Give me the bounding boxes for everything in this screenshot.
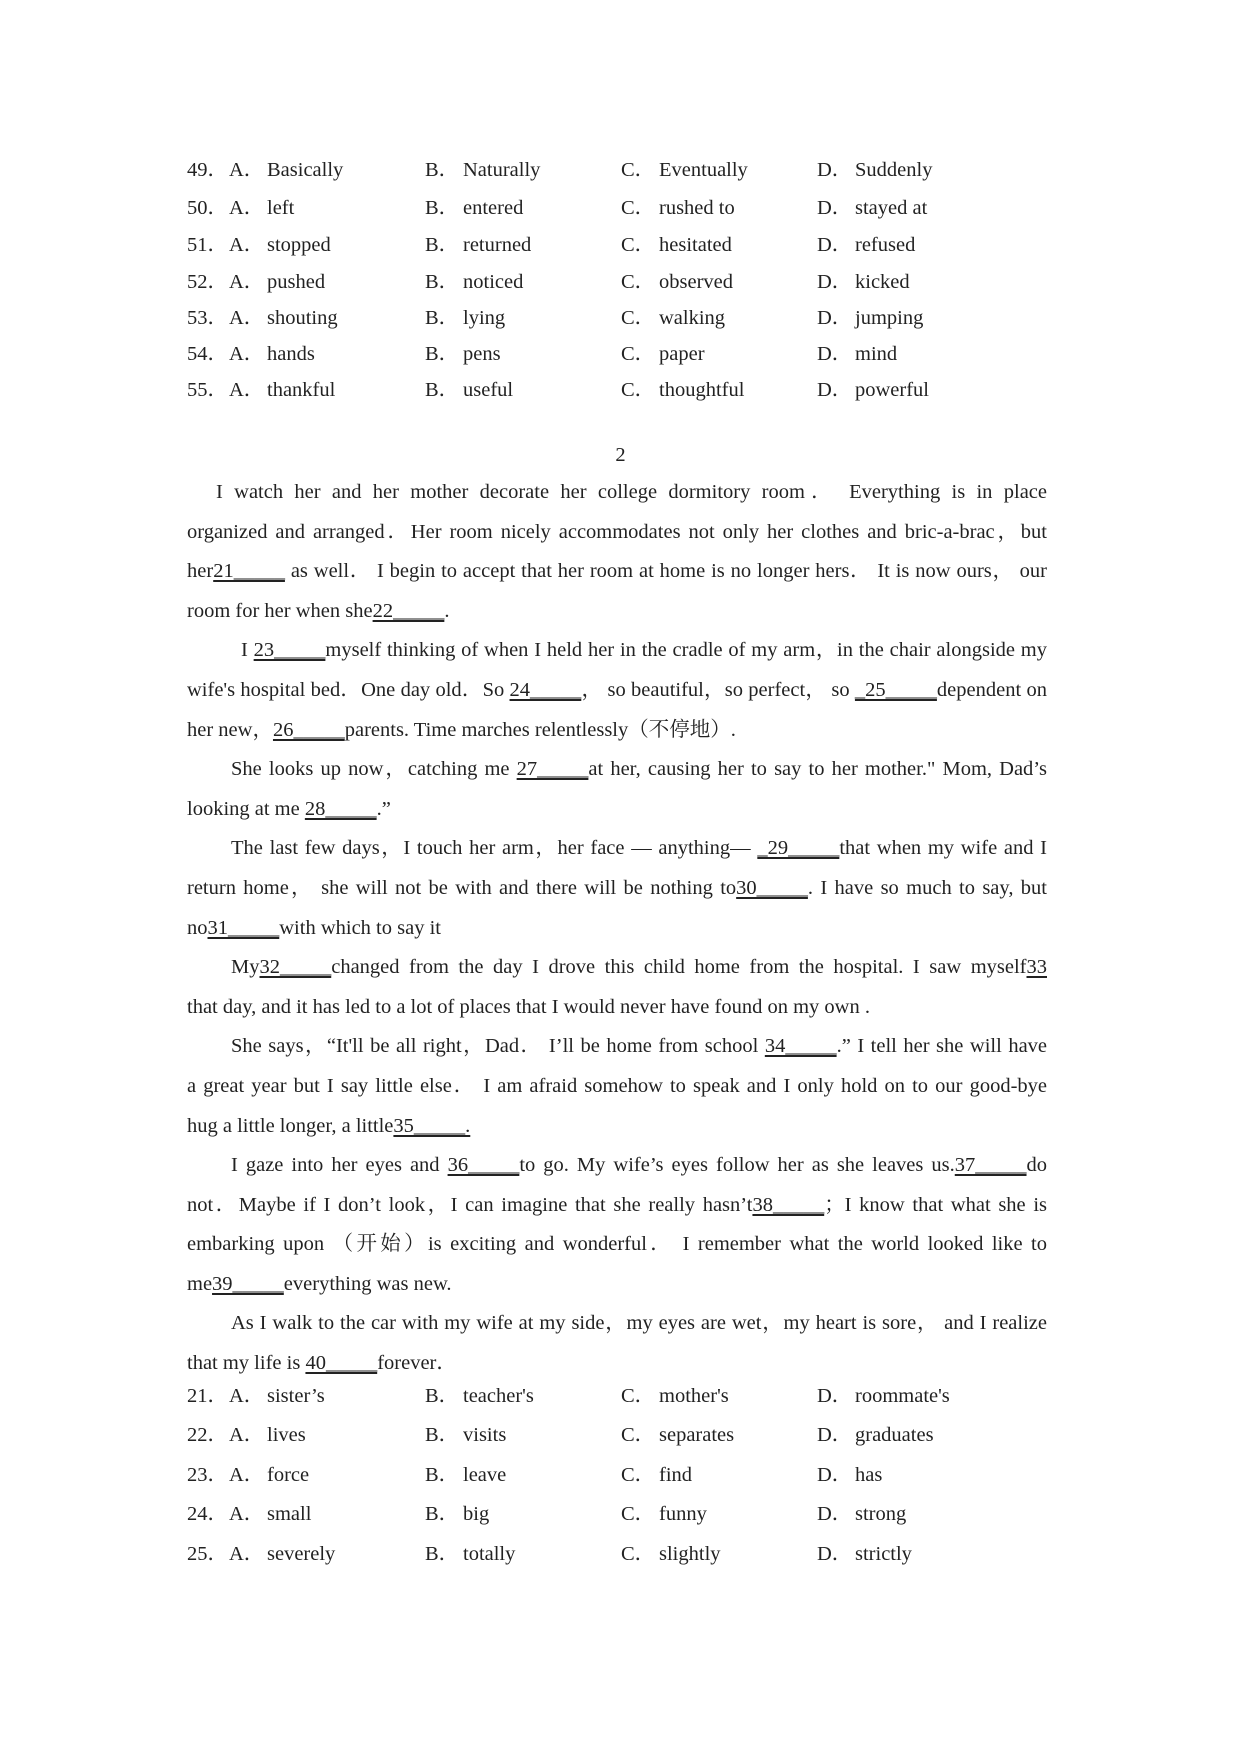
passage-line: I watch her and her mother decorate her college dormitory room． Everything is in place	[216, 481, 1047, 503]
passage-line: embarking upon （开始）is exciting and wonderful． I remember what the world looked like to	[187, 1233, 1047, 1256]
option-b: B． teacher's	[425, 1385, 534, 1407]
question-number: 53．	[187, 307, 228, 329]
blank-25: _25_____	[854, 678, 937, 701]
option-b: B． totally	[425, 1543, 516, 1565]
passage-line: her21_____ as well． I begin to accept that her room at home is no longer hers． It is now ours， our	[187, 560, 1047, 583]
passage-line: no31_____with which to say it	[187, 916, 441, 939]
option-c: C． rushed to	[621, 197, 735, 219]
question-number: 52．	[187, 271, 228, 293]
option-a: A． stopped	[229, 234, 331, 256]
option-c: C． mother's	[621, 1385, 729, 1407]
question-number: 25．	[187, 1543, 228, 1565]
blank-37: 37_____	[954, 1154, 1027, 1177]
passage-line: The last few days，I touch her arm，her face — anything— _29_____that when my wife and I	[231, 837, 1047, 860]
passage-line: me39_____everything was new.	[187, 1272, 452, 1295]
option-b: B． lying	[425, 307, 506, 329]
passage-line: that my life is 40_____forever．	[187, 1352, 457, 1375]
passage-line: her new，26_____parents. Time marches relentlessly（不停地）.	[187, 718, 736, 741]
blank-30: 30_____	[736, 876, 808, 899]
question-number: 21．	[187, 1385, 228, 1407]
option-a: A． thankful	[229, 379, 336, 401]
option-d: D． strictly	[817, 1543, 912, 1565]
option-c: C． paper	[621, 343, 705, 365]
passage-line: My32_____changed from the day I drove this child home from the hospital. I saw myself33	[231, 956, 1047, 979]
blank-24: 24_____	[509, 678, 582, 701]
option-d: D． refused	[817, 234, 916, 256]
option-d: D． Suddenly	[817, 159, 933, 181]
option-c: C． find	[621, 1464, 693, 1486]
option-d: D． has	[817, 1464, 883, 1486]
blank-22: 22_____	[372, 599, 445, 622]
question-number: 24．	[187, 1503, 228, 1525]
option-c: C． hesitated	[621, 234, 732, 256]
question-number: 55．	[187, 379, 228, 401]
passage-line: wife's hospital bed．One day old．So 24_____， so beautiful，so perfect， so _25_____dependent on	[187, 678, 1047, 701]
blank-36: 36_____	[447, 1154, 520, 1177]
passage-line: looking at me 28_____.”	[187, 797, 391, 820]
passage-line: not．Maybe if I don’t look，I can imagine that she really hasn’t38_____；I know that what she is	[187, 1193, 1047, 1216]
question-number: 23．	[187, 1464, 228, 1486]
option-d: D． jumping	[817, 307, 924, 329]
option-a: A． severely	[229, 1543, 336, 1565]
option-c: C． thoughtful	[621, 379, 745, 401]
question-number: 54．	[187, 343, 228, 365]
blank-39: 39_____	[212, 1272, 284, 1295]
option-a: A． small	[229, 1503, 312, 1525]
option-b: B． useful	[425, 379, 514, 401]
question-number: 49．	[187, 159, 228, 181]
option-c: C． observed	[621, 271, 734, 293]
blank-26: 26_____	[272, 718, 345, 741]
passage-line: that day, and it has led to a lot of places that I would never have found on my own .	[187, 995, 870, 1018]
option-b: B． entered	[425, 197, 524, 219]
blank-38: 38_____	[752, 1193, 825, 1216]
section-number: 2	[615, 444, 626, 466]
passage-line: a great year but I say little else． I am afraid somehow to speak and I only hold on to our good-bye	[187, 1074, 1047, 1097]
option-b: B． Naturally	[425, 159, 541, 181]
option-d: D． graduates	[817, 1424, 934, 1446]
blank-34: 34_____	[764, 1035, 837, 1058]
option-a: A． lives	[229, 1424, 306, 1446]
passage-line: I gaze into her eyes and 36_____to go. My wife’s eyes follow her as she leaves us.37_____do	[231, 1154, 1048, 1177]
cloze-passage	[187, 473, 1047, 1384]
option-d: D． mind	[817, 343, 898, 365]
blank-40: 40_____	[305, 1352, 378, 1375]
option-d: D． kicked	[817, 271, 910, 293]
blank-32: 32_____	[259, 956, 332, 979]
question-number: 50．	[187, 197, 228, 219]
passage-line: She says，“It'll be all right，Dad． I’ll be home from school 34_____.” I tell her she will have	[231, 1035, 1048, 1058]
option-a: A． sister’s	[229, 1385, 325, 1407]
option-d: D． strong	[817, 1503, 907, 1525]
option-b: B． leave	[425, 1464, 507, 1486]
option-c: C． separates	[621, 1424, 735, 1446]
question-number: 22．	[187, 1424, 228, 1446]
blank-28: 28_____	[304, 797, 377, 820]
blank-35: 35_____.	[393, 1114, 471, 1137]
blank-27: 27_____	[516, 758, 589, 781]
option-c: C． walking	[621, 307, 726, 329]
option-b: B． visits	[425, 1424, 507, 1446]
passage-line: room for her when she22_____.	[187, 599, 450, 622]
option-b: B． returned	[425, 234, 532, 256]
option-d: D． powerful	[817, 379, 930, 401]
option-b: B． noticed	[425, 271, 524, 293]
passage-line: She looks up now，catching me 27_____at her, causing her to say to her mother." Mom, Dad’s	[231, 758, 1047, 781]
option-b: B． pens	[425, 343, 501, 365]
option-d: D． roommate's	[817, 1385, 950, 1407]
option-a: A． force	[229, 1464, 310, 1486]
blank-31: 31_____	[207, 916, 280, 939]
passage-line: return home， she will not be with and there will be nothing to30_____. I have so much to say, but	[187, 876, 1047, 899]
blank-23: 23_____	[253, 639, 326, 662]
option-a: A． hands	[229, 343, 315, 365]
option-b: B． big	[425, 1503, 490, 1525]
blank-29: _29_____	[757, 837, 840, 860]
option-c: C． Eventually	[621, 159, 748, 181]
blank-21: 21_____	[213, 560, 285, 583]
passage-line: organized and arranged．Her room nicely accommodates not only her clothes and bric-a-brac，but	[187, 520, 1047, 543]
option-a: A． pushed	[229, 271, 326, 293]
passage-line: As I walk to the car with my wife at my side，my eyes are wet，my heart is sore， and I realize	[231, 1312, 1047, 1335]
question-number: 51．	[187, 234, 228, 256]
option-c: C． slightly	[621, 1543, 721, 1565]
blank-33: 33	[1026, 956, 1047, 979]
option-a: A． shouting	[229, 307, 338, 329]
option-a: A． left	[229, 197, 295, 219]
option-d: D． stayed at	[817, 197, 928, 219]
passage-line: hug a little longer, a little35_____.	[187, 1114, 471, 1137]
option-c: C． funny	[621, 1503, 707, 1525]
passage-line: I 23_____myself thinking of when I held her in the cradle of my arm，in the chair alongside my	[241, 639, 1047, 662]
option-a: A． Basically	[229, 159, 344, 181]
